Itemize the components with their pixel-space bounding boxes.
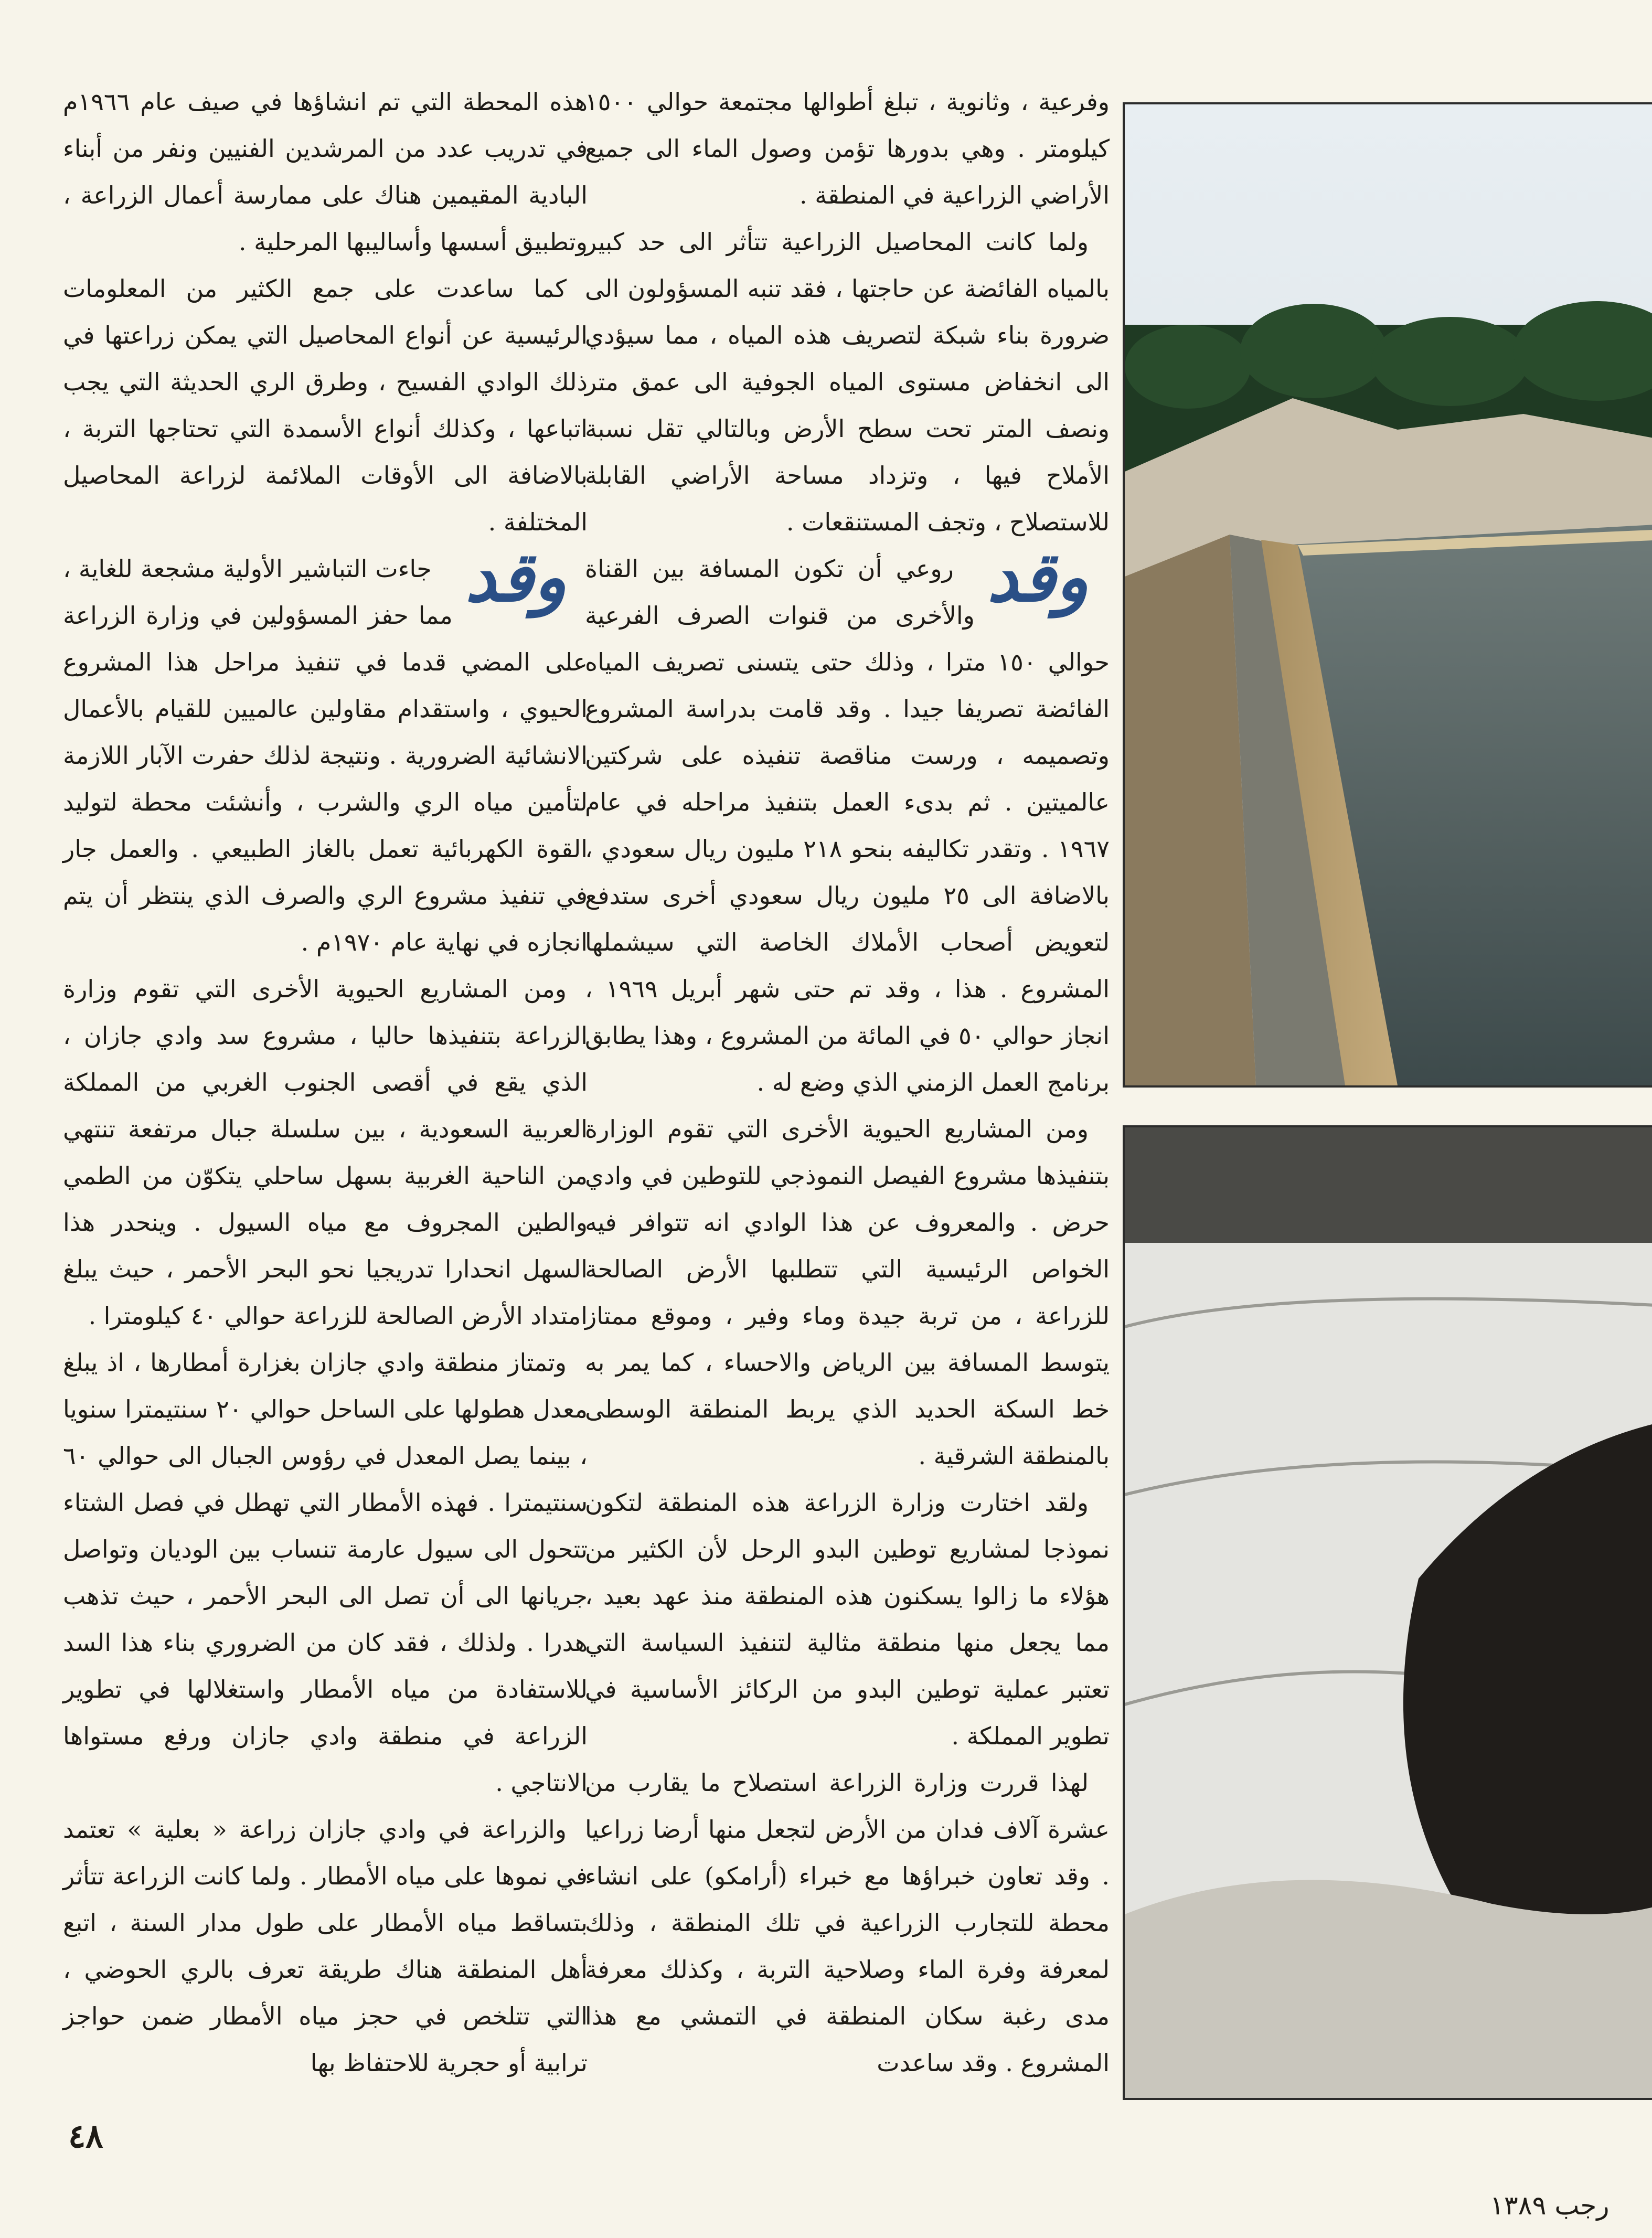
- canal-photo-drawing: [1125, 104, 1652, 1085]
- left-paragraph-6: والزراعة في وادي جازان زراعة « بعلية » تعتمد في نموها على مياه الأمطار . ولما كانت الزراعة تتأثر بتساقط مياه الأمطار على طول مدار السنة ، اتبع أهل المنطقة هناك طريقة تعرف بالري الحوضي ، التي تتلخص في حجز مياه الأمطار ضمن حواجز ترابية أو حجرية للاحتفاظ بها: [63, 1815, 588, 2077]
- middle-paragraph-2: ولما كانت المحاصيل الزراعية تتأثر الى حد كبير بالمياه الفائضة عن حاجتها ، فقد تنبه المسؤولون الى ضرورة بناء شبكة لتصريف هذه المياه ، مما سيؤدي الى انخفاض مستوى المياه الجوفية الى عمق متر ونصف المتر تحت سطح الأرض وبالتالي تقل نسبة الأملاح فيها ، وتزداد مساحة الأراضي القابلة للاستصلاح ، وتجف المستنقعات .: [585, 228, 1110, 536]
- photo-covered-seedlings: [1123, 1125, 1652, 2100]
- left-paragraph-2: كما ساعدت على جمع الكثير من المعلومات الرئيسية عن أنواع المحاصيل التي يمكن زراعتها في ذلك الوادي الفسيح ، وطرق الري الحديثة التي يجب اتباعها ، وكذلك أنواع الأسمدة التي تحتاجها التربة ، بالاضافة الى الأوقات الملائمة لزراعة المحاصيل المختلفة .: [63, 274, 588, 536]
- left-text-column: [63, 79, 588, 2086]
- left-paragraph-3-text: جاءت التباشير الأولية مشجعة للغاية ، مما حفز المسؤولين في وزارة الزراعة على المضي قدما في تنفيذ مراحل هذا المشروع الحيوي ، واستقدام مقاولين عالميين للقيام بالأعمال الانشائية الضرورية . ونتيجة لذلك حفرت الآبار اللازمة لتأمين مياه الري والشرب ، وأنشئت محطة لتوليد القوة الكهربائية تعمل بالغاز الطبيعي . والعمل جار في تنفيذ مشروع الري والصرف الذي ينتظر أن يتم انجازه في نهاية عام ١٩٧٠م .: [63, 555, 588, 956]
- dropcap-left: وقد: [465, 537, 567, 617]
- left-paragraph-5: وتمتاز منطقة وادي جازان بغزارة أمطارها ، اذ يبلغ معدل هطولها على الساحل حوالي ٢٠ سنتيمترا سنويا ، بينما يصل المعدل في رؤوس الجبال الى حوالي ٦٠ سنتيمترا . فهذه الأمطار التي تهطل في فصل الشتاء تتحول الى سيول عارمة تنساب بين الوديان وتواصل جريانها الى أن تصل الى البحر الأحمر ، حيث تذهب هدرا . ولذلك ، فقد كان من الضروري بناء هذا السد للاستفادة من مياه الأمطار واستغلالها في تطوير الزراعة في منطقة وادي جازان ورفع مستواها الانتاجي .: [63, 1348, 588, 1797]
- middle-text-column: [585, 79, 1110, 2086]
- middle-paragraph-1: وفرعية ، وثانوية ، تبلغ أطوالها مجتمعة حوالي ١٥٠٠ كيلومتر . وهي بدورها تؤمن وصول الماء الى جميع الأراضي الزراعية في المنطقة .: [585, 88, 1110, 209]
- seedlings-photo-drawing: [1125, 1127, 1652, 2098]
- middle-paragraph-3-text: روعي أن تكون المسافة بين القناة والأخرى من قنوات الصرف الفرعية حوالي ١٥٠ مترا ، وذلك حتى يتسنى تصريف المياه الفائضة تصريفا جيدا . وقد قامت بدراسة المشروع وتصميمه ، ورست مناقصة تنفيذه على شركتين عالميتين . ثم بدىء العمل بتنفيذ مراحله في عام ١٩٦٧ . وتقدر تكاليفه بنحو ٢١٨ مليون ريال سعودي ، بالاضافة الى ٢٥ مليون ريال سعودي أخرى ستدفع لتعويض أصحاب الأملاك الخاصة التي سيشملها المشروع . هذا ، وقد تم حتى شهر أبريل ١٩٦٩ ، انجاز حوالي ٥٠ في المائة من المشروع ، وهذا يطابق برنامج العمل الزمني الذي وضع له .: [585, 555, 1110, 1096]
- left-paragraph-1: هذه المحطة التي تم انشاؤها في صيف عام ١٩٦٦م في تدريب عدد من المرشدين الفنيين ونفر من أبناء البادية المقيمين هناك على ممارسة أعمال الزراعة ، وتطبيق أسسها وأساليبها المرحلية .: [63, 88, 588, 256]
- middle-paragraph-3: [585, 537, 1110, 1106]
- page-number: ٤٨: [68, 2117, 103, 2155]
- left-paragraph-3: [63, 537, 588, 966]
- left-paragraph-4: ومن المشاريع الحيوية الأخرى التي تقوم وزارة الزراعة بتنفيذها حاليا ، مشروع سد وادي جازان ، الذي يقع في أقصى الجنوب الغربي من المملكة العربية السعودية ، بين سلسلة جبال مرتفعة تنتهي من الناحية الغربية بسهل ساحلي يتكوّن من الطمي والطين المجروف مع مياه السيول . وينحدر هذا السهل انحدارا تدريجيا نحو البحر الأحمر ، حيث يبلغ امتداد الأرض الصالحة للزراعة حوالي ٤٠ كيلومترا .: [63, 975, 588, 1330]
- middle-paragraph-6: لهذا قررت وزارة الزراعة استصلاح ما يقارب من عشرة آلاف فدان من الأرض لتجعل منها أرضا زراعيا . وقد تعاون خبراؤها مع خبراء (أرامكو) على انشاء محطة للتجارب الزراعية في تلك المنطقة ، وذلك لمعرفة وفرة الماء وصلاحية التربة ، وكذلك معرفة مدى رغبة سكان المنطقة في التمشي مع هذا المشروع . وقد ساعدت: [585, 1768, 1110, 2077]
- photo-irrigation-canal: [1123, 102, 1652, 1088]
- dropcap-middle: وقد: [987, 537, 1089, 617]
- middle-paragraph-4: ومن المشاريع الحيوية الأخرى التي تقوم الوزارة بتنفيذها مشروع الفيصل النموذجي للتوطين في وادي حرض . والمعروف عن هذا الوادي انه تتوافر فيه الخواص الرئيسية التي تتطلبها الأرض الصالحة للزراعة ، من تربة جيدة وماء وفير ، وموقع ممتاز يتوسط المسافة بين الرياض والاحساء ، كما يمر به خط السكة الحديد الذي يربط المنطقة الوسطى بالمنطقة الشرقية .: [585, 1115, 1110, 1470]
- middle-paragraph-5: ولقد اختارت وزارة الزراعة هذه المنطقة لتكون نموذجا لمشاريع توطين البدو الرحل لأن الكثير من هؤلاء ما زالوا يسكنون هذه المنطقة منذ عهد بعيد ، مما يجعل منها منطقة مثالية لتنفيذ السياسة التي تعتبر عملية توطين البدو من الركائز الأساسية في تطوير المملكة .: [585, 1488, 1110, 1750]
- footer-issue-date: رجب ١٣٨٩: [1490, 2190, 1610, 2221]
